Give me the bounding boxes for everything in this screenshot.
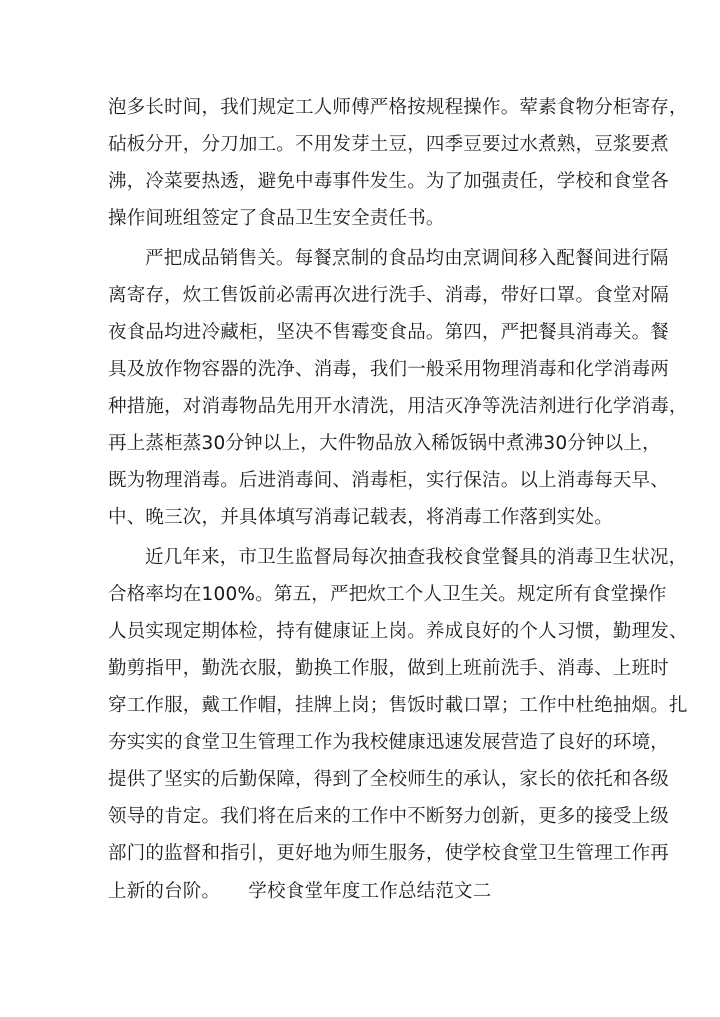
text-line: 人员实现定期体检，持有健康证上岗。养成良好的个人习惯，勤理发、 <box>108 621 688 642</box>
text-line: 具及放作物容器的洗净、消毒，我们一般采用物理消毒和化学消毒两 <box>108 359 670 380</box>
text-line: 泡多长时间，我们规定工人师傅严格按规程操作。荤素食物分柜寄存， <box>108 97 688 118</box>
text-line: 中、晚三次，并具体填写消毒记载表，将消毒工作落到实处。 <box>108 507 613 528</box>
text-line: 上新的台阶。 学校食堂年度工作总结范文二 <box>108 881 492 902</box>
text-line: 穿工作服，戴工作帽，挂牌上岗；售饭时載口罩；工作中杜绝抽烟。扎 <box>108 695 688 716</box>
text-line: 合格率均在100%。第五，严把炊工个人卫生关。规定所有食堂操作 <box>108 584 667 605</box>
text-line: 夯实实的食堂卫生管理工作为我校健康迅速发展营造了良好的环境， <box>108 732 670 753</box>
text-line: 沸，冷菜要热透，避免中毒事件发生。为了加强责任，学校和食堂各 <box>108 171 670 192</box>
text-line: 操作间班组签定了食品卫生安全责任书。 <box>108 208 445 229</box>
text-line: 提供了坚实的后勤保障，得到了全校师生的承认，家长的依托和各级 <box>108 769 670 790</box>
text-line: 再上蒸柜蒸30分钟以上，大件物品放入稀饭锅中煮沸30分钟以上， <box>108 433 661 454</box>
text-line: 离寄存，炊工售饭前必需再次进行洗手、消毒，带好口罩。食堂对隔 <box>108 285 670 306</box>
text-line: 既为物理消毒。后进消毒间、消毒柜，实行保洁。以上消毒每天早、 <box>108 470 670 491</box>
text-line: 部门的监督和指引，更好地为师生服务，使学校食堂卫生管理工作再 <box>108 843 670 864</box>
text-line: 领导的肯定。我们将在后来的工作中不断努力创新，更多的接受上级 <box>108 806 670 827</box>
text-line: 勤剪指甲，勤洗衣服，勤换工作服，做到上班前洗手、消毒、上班时 <box>108 658 670 679</box>
paragraph-first-line: 严把成品销售关。每餐烹制的食品均由烹调间移入配餐间进行隔 <box>145 248 669 269</box>
paragraph-first-line: 近几年来，市卫生监督局每次抽查我校食堂餐具的消毒卫生状况， <box>145 547 688 568</box>
text-line: 夜食品均进冷藏柜，坚决不售霉变食品。第四，严把餐具消毒关。餐 <box>108 322 670 343</box>
text-line: 种措施，对消毒物品先用开水清洗，用洁灭净等洗洁剂进行化学消毒， <box>108 396 688 417</box>
text-line: 砧板分开，分刀加工。不用发芽土豆，四季豆要过水煮熟，豆浆要煮 <box>108 134 670 155</box>
